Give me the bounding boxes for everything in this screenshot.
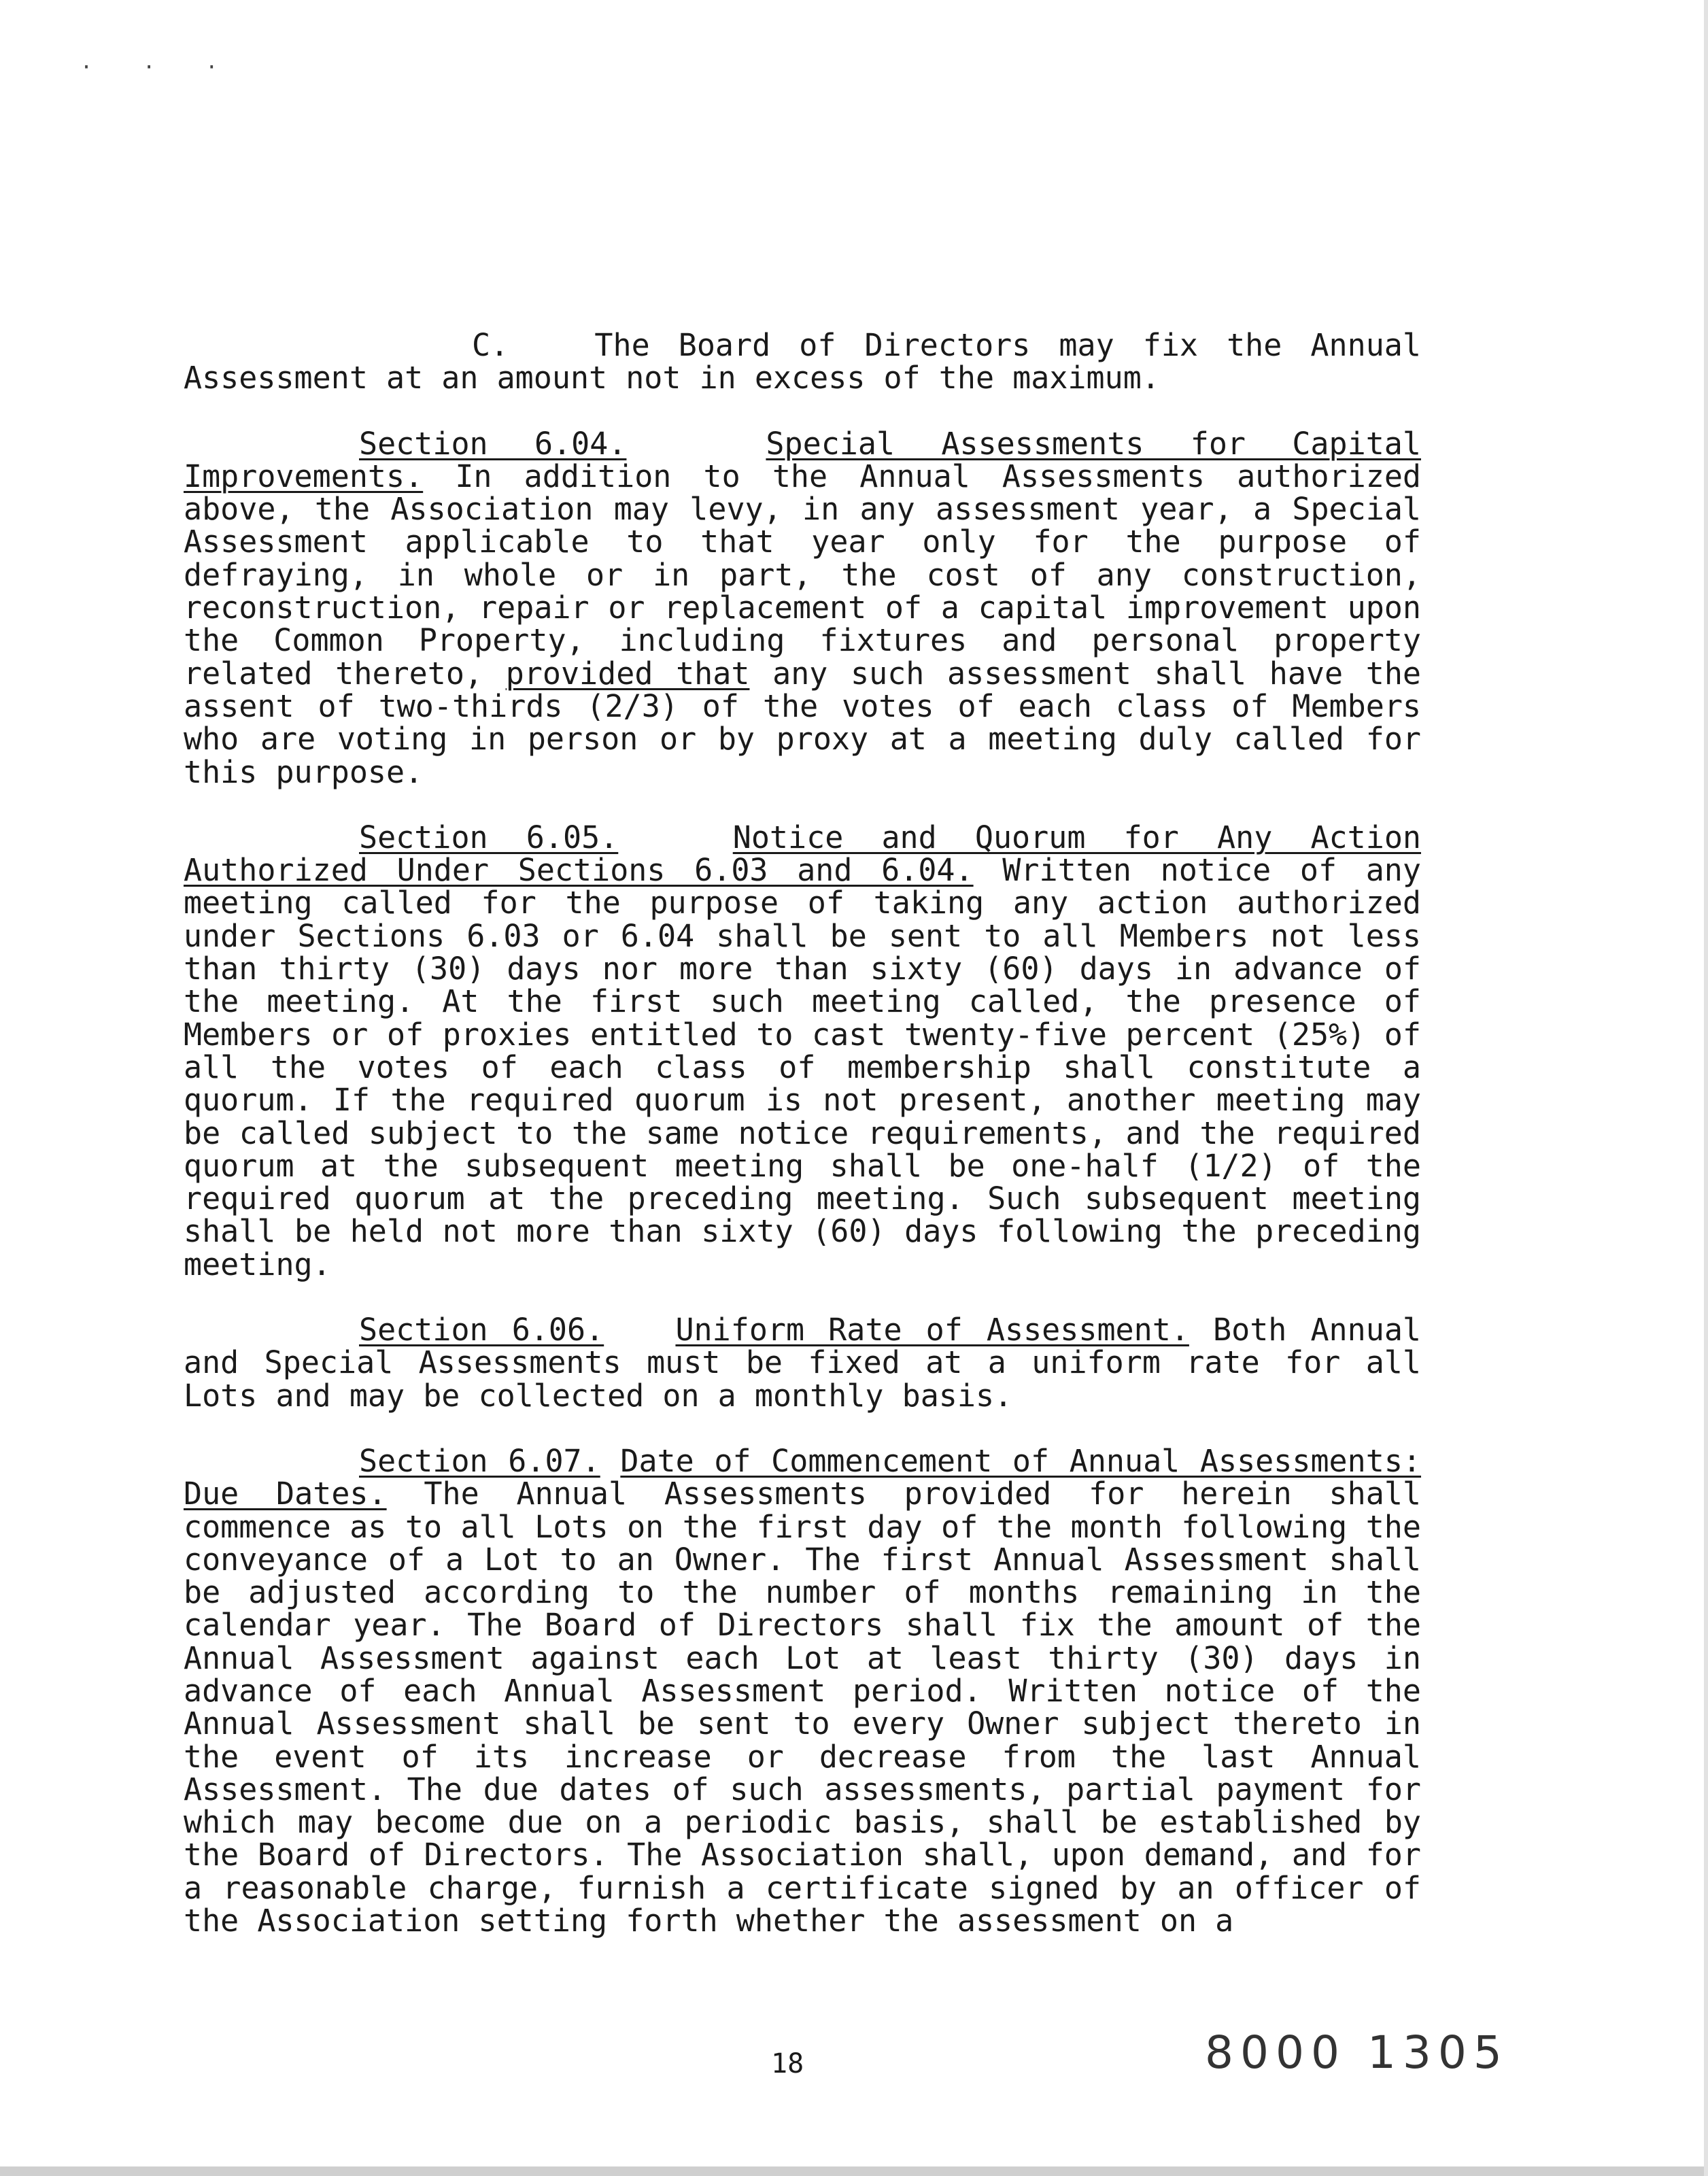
- scan-edge-bottom: [0, 2166, 1708, 2176]
- paragraph-c: [184, 329, 1421, 395]
- section-6-06-title: Uniform Rate of Assessment.: [675, 1312, 1189, 1348]
- section-6-04: [184, 425, 1422, 790]
- section-6-05-text: Written notice of any meeting called for the purpose of taking any action authorized under Sections 6.03 or 6.04 shall be sent to all Members not less than thirty (30) days nor more than sixty (60) days in advance of the meeting. At the first such meeting called, the presence of Members or of proxies entitled to cast twenty-five percent (25%) of all the votes of each class of membership shall constitute a quorum. If the required quorum is not present, another meeting may be called subject to the same notice requirements, and the required quorum at the subsequent meeting shall be one-half (1/2) of the required quorum at the preceding meeting. Such subsequent meeting shall be held not more than sixty (60) days following the preceding meeting.: [184, 852, 1421, 1282]
- section-6-06-heading: Section 6.06.: [359, 1312, 604, 1348]
- scan-edge-right: [1704, 0, 1708, 2176]
- section-6-06: [184, 1314, 1421, 1412]
- section-6-06-text: Both Annual and Special Assessments must be fixed at a uniform rate for all Lots and may be collected on a monthly basis.: [184, 1312, 1422, 1414]
- section-6-05: [184, 821, 1421, 1281]
- section-6-07-title: Date of Commencement of Annual Assessments: Due Dates.: [184, 1442, 1422, 1512]
- scan-specks: · · ·: [80, 56, 237, 80]
- section-6-07-heading: Section 6.07.: [359, 1442, 600, 1479]
- section-6-07: [184, 1442, 1422, 1939]
- document-body: [184, 329, 1421, 1970]
- section-6-04-text-2: any such assessment shall have the assent of two-thirds (2/3) of the votes of each class of Members who are voting in person or by proxy at a meeting duly called for this purpose.: [184, 655, 1422, 790]
- section-6-04-text: In addition to the Annual Assessments authorized above, the Association may levy, in any assessment year, a Special Assessment applicable to that year only for the purpose of defraying, in whole or in part, the cost of any construction, reconstruction, repair or replacement of a capital improvement upon the Common Property, including fixtures and personal property related thereto,: [184, 458, 1422, 692]
- paragraph-c-text: The Board of Directors may fix the Annual Assessment at an amount not in excess of the maximum.: [184, 327, 1421, 396]
- paragraph-c-marker: C.: [472, 327, 509, 363]
- section-6-07-text: The Annual Assessments provided for herein shall commence as to all Lots on the first day of the month following the conveyance of a Lot to an Owner. The first Annual Assessment shall be adjusted according to the number of months remaining in the calendar year. The Board of Directors shall fix the amount of the Annual Assessment against each Lot at least thirty (30) days in advance of each Annual Assessment period. Written notice of the Annual Assessment shall be sent to every Owner subject thereto in the event of its increase or decrease from the last Annual Assessment. The due dates of such assessments, partial payment for which may become due on a periodic basis, shall be established by the Board of Directors. The Association shall, upon demand, and for a reasonable charge, furnish a certificate signed by an officer of the Association setting forth whether the assessment on a: [184, 1476, 1421, 1939]
- section-6-04-emphasis: provided that: [505, 655, 750, 692]
- page-number: 18: [771, 2048, 804, 2079]
- section-6-04-heading: Section 6.04.: [359, 425, 627, 462]
- section-6-05-title: Notice and Quorum for Any Action Authorized Under Sections 6.03 and 6.04.: [184, 819, 1421, 889]
- section-6-04-title: Special Assessments for Capital Improvements.: [184, 425, 1421, 494]
- section-6-05-heading: Section 6.05.: [359, 819, 619, 855]
- document-id-stamp: 8000 1305: [1205, 2026, 1509, 2079]
